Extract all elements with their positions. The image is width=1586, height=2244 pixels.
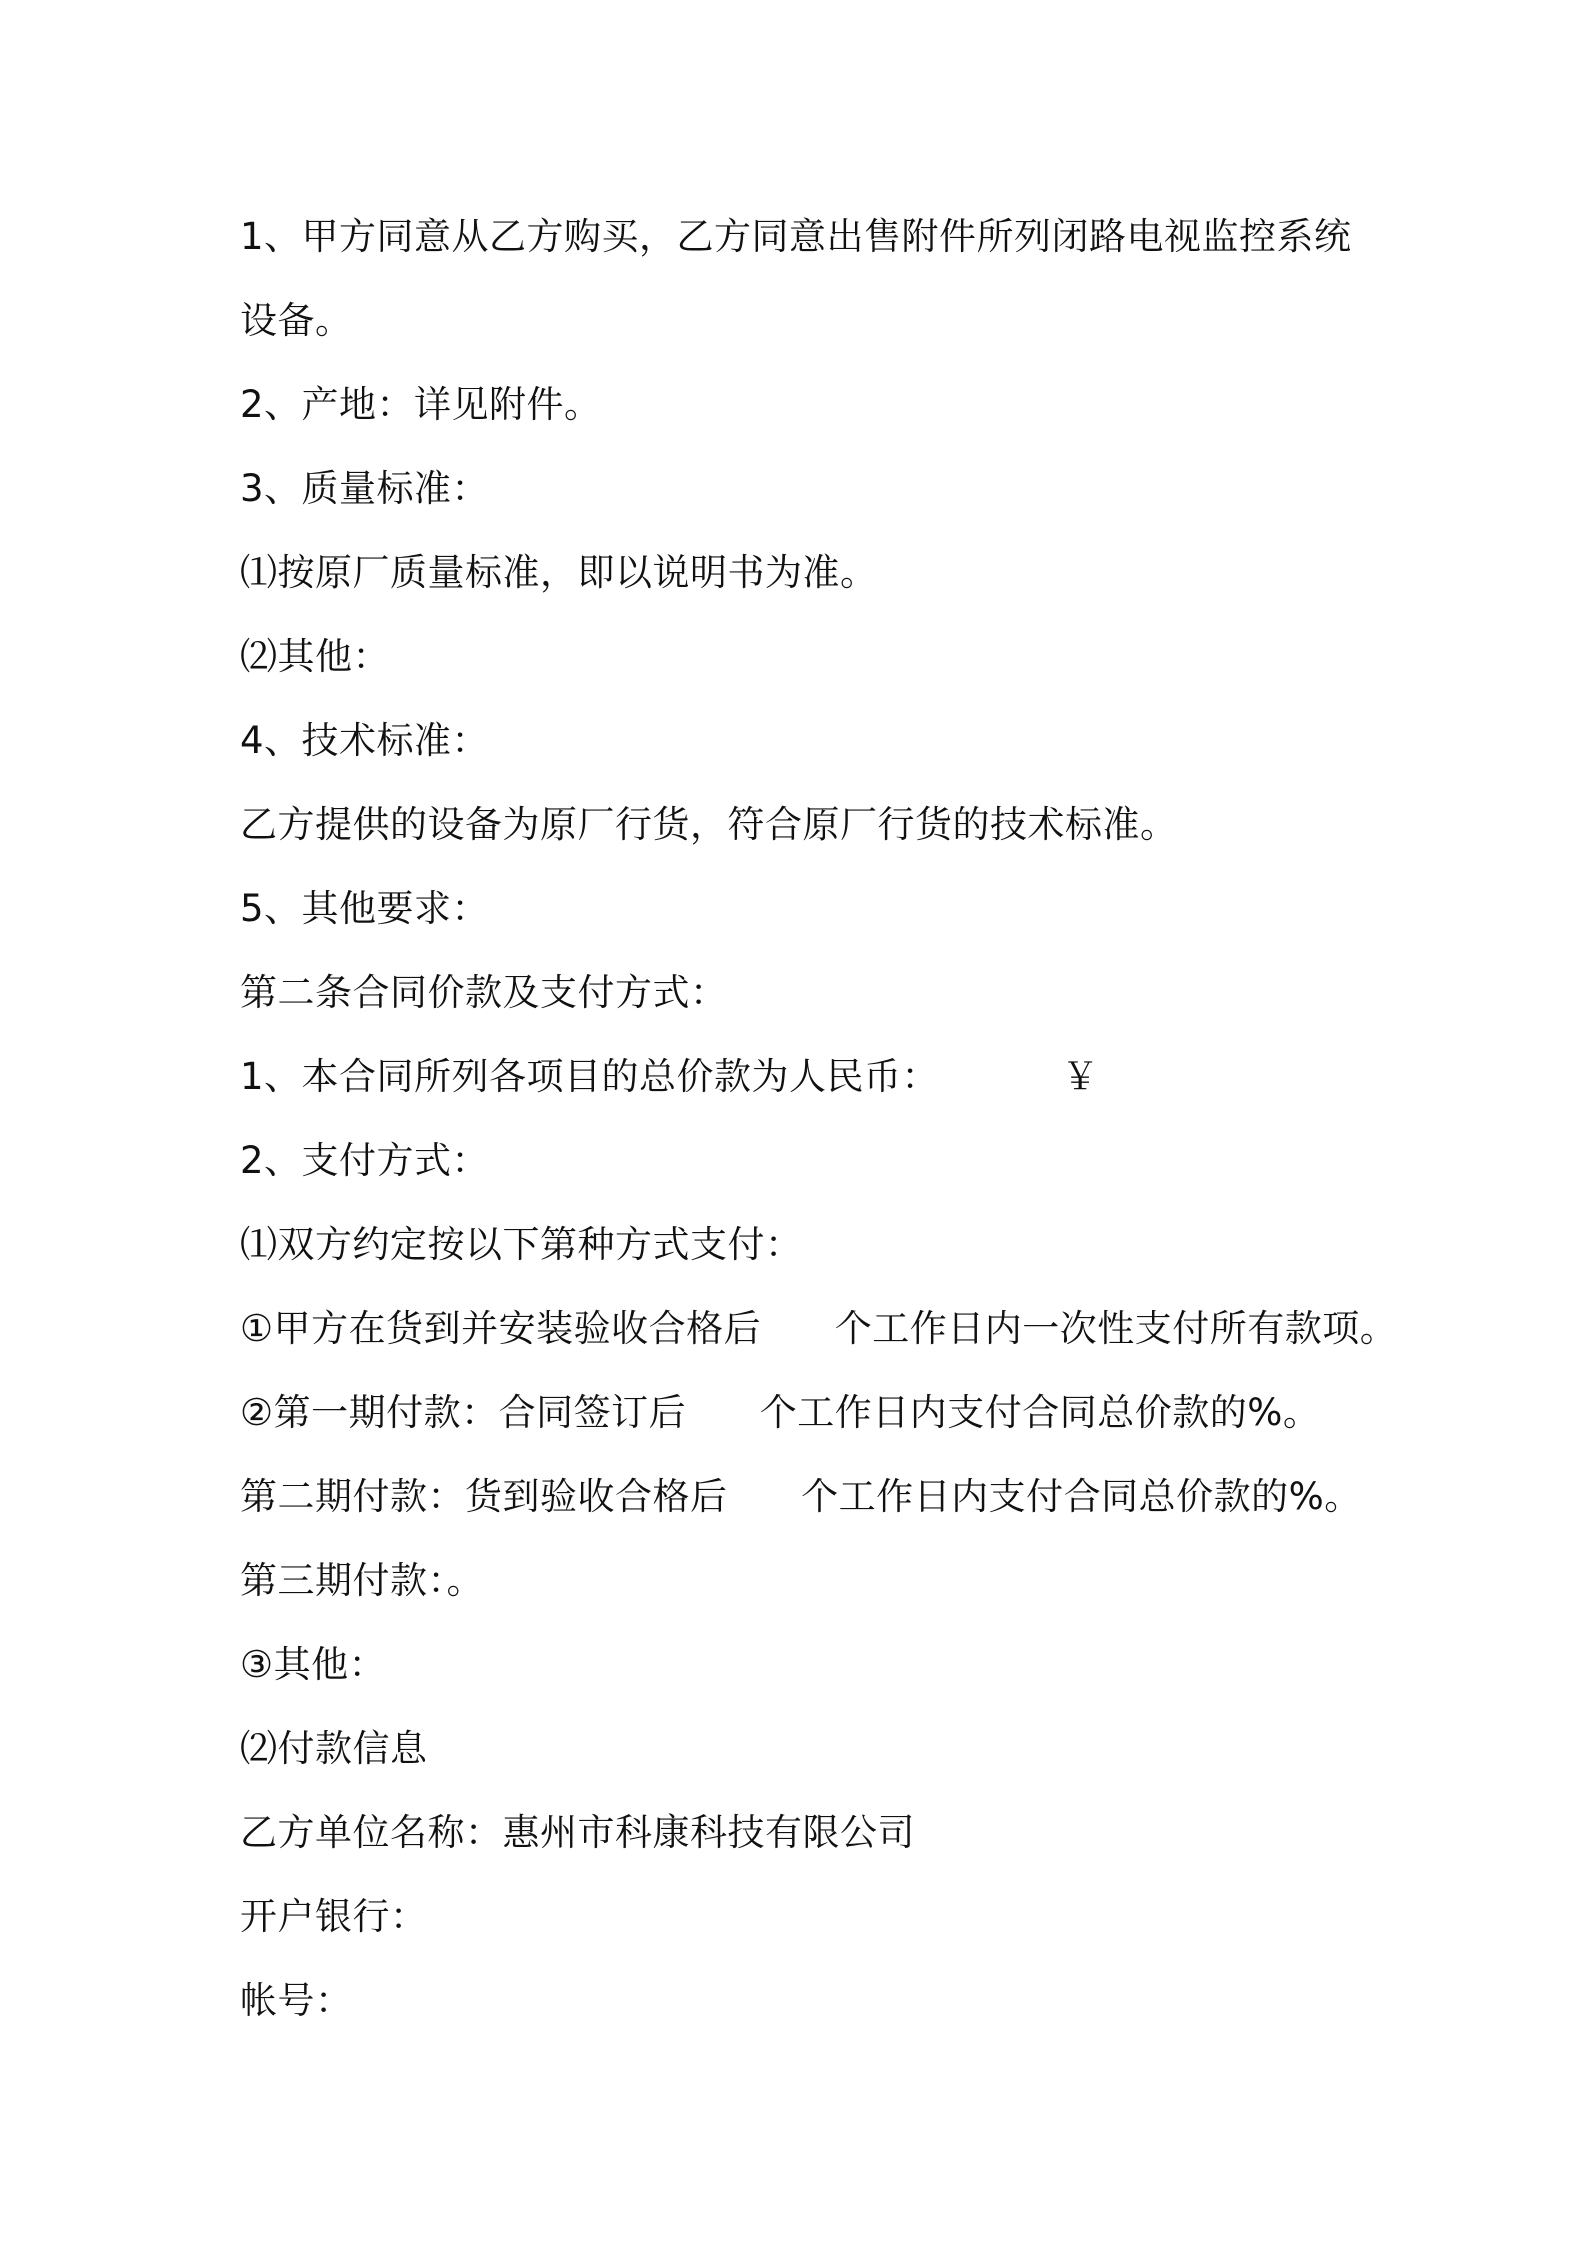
payment-info-heading: ⑵付款信息 bbox=[240, 1727, 428, 1770]
payment-option-intro: ⑴双方约定按以下第种方式支付： bbox=[240, 1223, 803, 1266]
clause-3-quality-heading: 3、质量标准： bbox=[240, 467, 490, 510]
payment-option-1: ①甲方在货到并安装验收合格后 个工作日内一次性支付所有款项。 bbox=[240, 1307, 1398, 1350]
tech-standard-text: 乙方提供的设备为原厂行货，符合原厂行货的技术标准。 bbox=[240, 803, 1178, 846]
quality-item-1: ⑴按原厂质量标准，即以说明书为准。 bbox=[240, 551, 878, 594]
clause-1-purchase: 1、甲方同意从乙方购买，乙方同意出售附件所列闭路电视监控系统 bbox=[240, 215, 1352, 258]
clause-2-origin: 2、产地：详见附件。 bbox=[240, 383, 602, 426]
bank-name-field: 开户银行： bbox=[240, 1895, 428, 1938]
payment-option-2-phase-1: ②第一期付款：合同签订后 个工作日内支付合同总价款的%。 bbox=[240, 1391, 1321, 1434]
quality-item-2: ⑵其他： bbox=[240, 635, 390, 678]
article-2-heading: 第二条合同价款及支付方式： bbox=[240, 971, 728, 1014]
payment-option-3: ③其他： bbox=[240, 1643, 387, 1686]
document-body bbox=[240, 195, 1400, 2043]
clause-4-tech-heading: 4、技术标准： bbox=[240, 719, 490, 762]
account-number-field: 帐号： bbox=[240, 1979, 353, 2022]
party-b-company-name: 乙方单位名称：惠州市科康科技有限公司 bbox=[240, 1811, 915, 1854]
payment-method-heading: 2、支付方式： bbox=[240, 1139, 490, 1182]
payment-phase-2: 第二期付款：货到验收合格后 个工作日内支付合同总价款的%。 bbox=[240, 1475, 1362, 1518]
total-price-line: 1、本合同所列各项目的总价款为人民币： ￥ bbox=[240, 1055, 1100, 1098]
payment-phase-3: 第三期付款：。 bbox=[240, 1559, 484, 1602]
clause-5-other-requirements: 5、其他要求： bbox=[240, 887, 490, 930]
clause-1-continuation: 设备。 bbox=[240, 299, 353, 342]
